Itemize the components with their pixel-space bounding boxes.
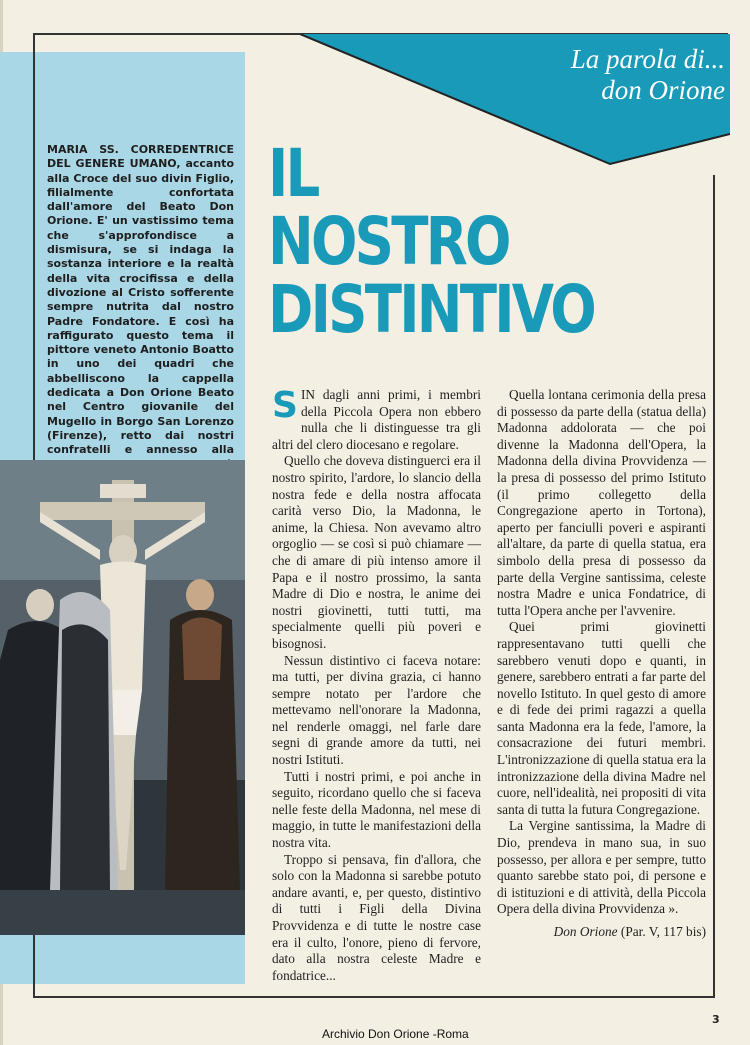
signature (497, 924, 706, 941)
column-title-line1: La parola di... (570, 44, 725, 74)
paragraph: Quei primi giovinetti rappresentavano tutti quelli che sarebbero venuti dopo e quanti, in genere, sarebbero entrati a far parte del novello Istituto. In quel gesto di amore e di fede dei primi ragazzi a quella santa Madonna era la fede, l'amore, la consacrazione dei futuri membri. L'intronizzazione di quella statua era la intronizzazione della divina Madre nel cuore, nell'idealità, nei propositi di vita santa di tutta la futura Congregazione. (497, 619, 706, 817)
archive-label: Archivio Don Orione -Roma (322, 1027, 469, 1041)
column-title-line2: don Orione (601, 75, 725, 105)
paragraph: Nessun distintivo ci faceva notare: ma tutti, per divina grazia, ci hanno sempre notato per l'ardore che mettevamo nell'onorare la Madonna, nel renderle omaggi, nel farle dare segni di grande amore da tutti, nei nostri Istituti. (272, 652, 481, 768)
paragraph (272, 387, 481, 453)
crucifixion-painting (0, 460, 245, 935)
headline-line2: NOSTRO (268, 203, 509, 280)
headline-line1: IL (268, 135, 318, 212)
paragraph: La Vergine santissima, la Madre di Dio, prendeva in mano sua, in suo possesso, per allora e per sempre, tutto quanto sarebbe stato poi, di persone e di istituzioni e di attività, della Piccola Opera della divina Provvidenza ». (497, 818, 706, 917)
frame-bottom-rule (33, 996, 715, 998)
paragraph: Tutti i nostri primi, e poi anche in seguito, ricordano quello che si faceva nelle feste della Madonna, nel mese di maggio, in tutte le manifestazioni della nostra vita. (272, 768, 481, 851)
headline-line3: DISTINTIVO (268, 271, 594, 348)
paragraph: Quello che doveva distinguerci era il nostro spirito, l'ardore, lo slancio della nostra fede e della nostra affocata carità verso Dio, la Madonna, le anime, la Chiesa. Non avevamo altro orgoglio — se così si può chiamare — che di amare di più intenso amore il Papa e il nostro prossimo, la santa Madre di Dio e nostra, le anime dei nostri giovinetti, tutti tutti, ma specialmente quelli più poveri e bisognosi. (272, 453, 481, 651)
article-column-1 (272, 387, 481, 984)
paragraph: Troppo si pensava, fin d'allora, che solo con la Madonna si sarebbe potuto andare avanti, e, per questo, distintivo di tutti i Figli della Divina Provvidenza e di tutte le nostre case era il culto, l'onore, pieno di fervore, dato alla nostra celeste Madre e fondatrice... (272, 851, 481, 983)
photo-caption: MARIA SS. CORREDENTRICE DEL GENERE UMANO, accanto alla Croce del suo divin Figlio, filialmente confortata dall'amore del Beato Don Orione. E' un vastissimo tema che s'approfondisce a dismisura, se si indaga la sostanza interiore e la realtà della vita crocifissa e della divozione al Cristo sofferente sempre nutrita dal nostro Padre Fondatore. E così ha raffigurato questo tema il pittore veneto Antonio Boatto in uno dei quadri che abbelliscono la cappella dedicata a Don Orione Beato nel Centro giovanile del Mugello in Borgo San Lorenzo (Firenze), retto dai nostri confratelli e annesso alla (47, 143, 234, 457)
article-headline (268, 135, 594, 348)
paragraph-text: IN dagli anni primi, i membri della Piccola Opera non ebbero nulla che li distinguesse tra gli altri del clero diocesano e regolare. (272, 387, 481, 452)
signature-name: Don Orione (553, 924, 618, 939)
cross-beam-horizontal (40, 502, 205, 520)
page-number: 3 (712, 1013, 720, 1026)
frame-right-rule (713, 175, 715, 998)
drop-cap: S (272, 385, 298, 426)
paragraph: Quella lontana cerimonia della presa di possesso da parte della (statua della) Madonna addolorata — che poi divenne la Madonna dell'Opera, la Madonna della divina Provvidenza — la presa di possesso del primo Istituto (il primo collegetto della Congregazione aperto in Tortona), aperto per fanciulli poveri e aspiranti all'altare, da parte di quella statua, era simbolo della presa di possesso da parte della Vergine santissima, celeste nostra Madre e unica Fondatrice, di tutta l'Opera anche per l'avvenire. (497, 387, 706, 618)
article-column-2 (497, 387, 706, 941)
signature-reference: (Par. V, 117 bis) (620, 924, 706, 939)
column-title (571, 44, 725, 106)
